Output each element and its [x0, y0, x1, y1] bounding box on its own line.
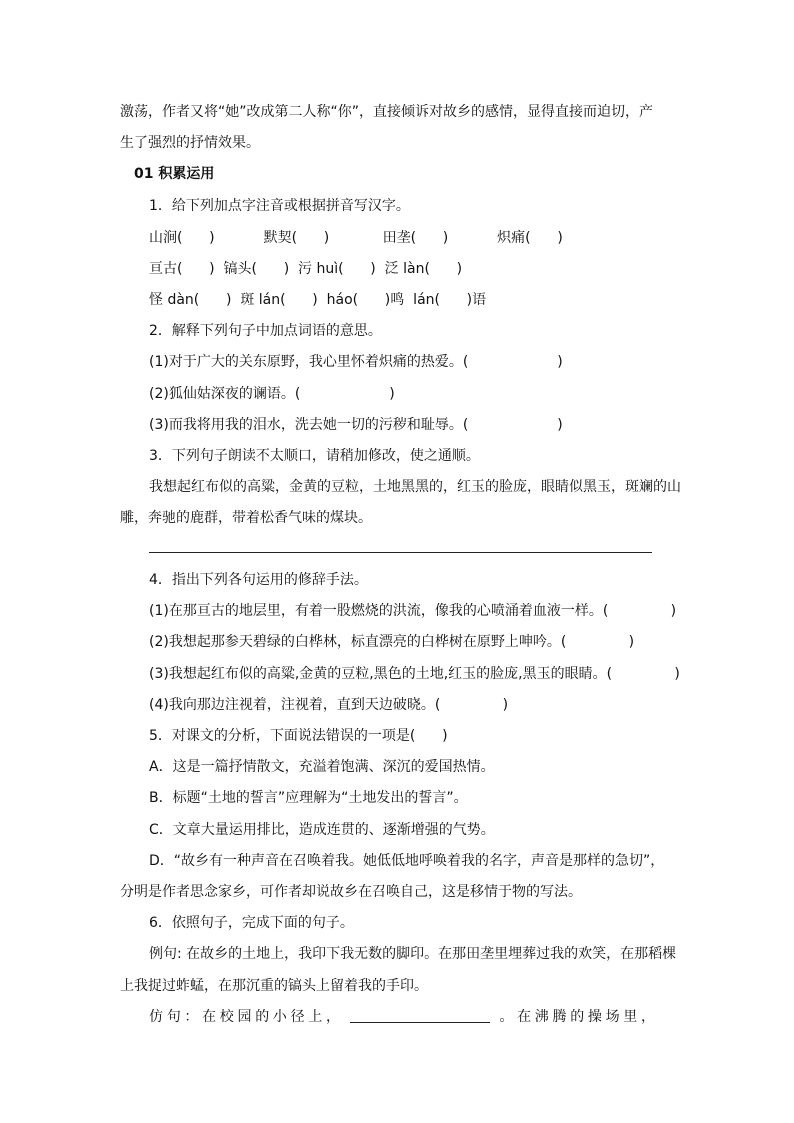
q2-sentence-1: (1)对于广大的关东原野，我心里怀着炽痛的热爱。( ) [149, 354, 563, 370]
q5-option-c: C．文章大量运用排比，造成连贯的、逐渐增强的气势。 [149, 822, 495, 838]
q6-example-line-1: 例句: 在故乡的土地上，我印下我无数的脚印。在那田垄里埋葬过我的欢笑，在那稻棵 [149, 946, 677, 962]
q2-sentence-3: (3)而我将用我的泪水，洗去她一切的污秽和耻辱。( ) [149, 417, 563, 433]
q3-answer-line[interactable] [149, 552, 652, 553]
q5-title: 5．对课文的分析，下面说法错误的一项是( ) [149, 728, 448, 744]
q5-option-b: B．标题“土地的誓言”应理解为“土地发出的誓言”。 [149, 790, 468, 806]
q5-option-d-line-2: 分明是作者思念家乡，可作者却说故乡在召唤自己，这是移情于物的写法。 [120, 884, 582, 900]
section-title: 01 积累运用 [134, 166, 215, 182]
q6-imitate-line [149, 1007, 655, 1027]
intro-line-2: 生了强烈的抒情效果。 [120, 135, 260, 151]
q5-option-a: A．这是一篇抒情散文，充溢着饱满、深沉的爱国热情。 [149, 759, 495, 775]
q5-option-d-line-1: D．“故乡有一种声音在召唤着我。她低低地呼唤着我的名字，声音是那样的急切”， [149, 853, 665, 869]
q6-imitate-suffix: 。在沸腾的操场里， [495, 1009, 656, 1025]
q6-imitate-prefix: 仿句：在校园的小径上， [149, 1009, 344, 1025]
q1-title: 1．给下列加点字注音或根据拼音写汉字。 [149, 198, 410, 214]
q4-sentence-2: (2)我想起那参天碧绿的白桦林，标直漂亮的白桦树在原野上呻吟。( ) [149, 634, 635, 650]
q1-row-2: 亘古( ) 镐头( ) 污 huì( ) 泛 làn( ) [149, 261, 463, 277]
q3-text-line-2: 雕，奔驰的鹿群，带着松香气味的煤块。 [120, 510, 372, 526]
q1-row-3: 怪 dàn( ) 斑 lán( ) háo( )鸣 lán( )语 [149, 292, 487, 308]
q6-example-line-2: 上我捉过蚱蜢，在那沉重的镐头上留着我的手印。 [120, 978, 428, 994]
intro-line-1: 激荡，作者又将“她”改成第二人称“你”，直接倾诉对故乡的感情，显得直接而迫切，产 [120, 104, 654, 120]
q1-row-1: 山涧( ) 默契( ) 田垄( ) 炽痛( ) [149, 230, 563, 246]
q4-sentence-1: (1)在那亘古的地层里，有着一股燃烧的洪流，像我的心喷涌着血液一样。( ) [149, 603, 677, 619]
q6-imitate-blank[interactable] [350, 1008, 490, 1023]
q4-sentence-4: (4)我向那边注视着，注视着，直到天边破晓。( ) [149, 697, 509, 713]
q4-title: 4．指出下列各句运用的修辞手法。 [149, 572, 368, 588]
q4-sentence-3: (3)我想起红布似的高粱,金黄的豆粒,黑色的土地,红玉的脸庞,黑玉的眼睛。( ) [149, 666, 680, 682]
q2-title: 2．解释下列句子中加点词语的意思。 [149, 323, 382, 339]
q3-text-line-1: 我想起红布似的高粱，金黄的豆粒，土地黑黑的，红玉的脸庞，眼睛似黑玉，斑斓的山 [149, 479, 681, 495]
q3-title: 3．下列句子朗读不太顺口，请稍加修改，使之通顺。 [149, 448, 480, 464]
q6-title: 6．依照句子，完成下面的句子。 [149, 915, 354, 931]
q2-sentence-2: (2)狐仙姑深夜的谰语。( ) [149, 386, 395, 402]
